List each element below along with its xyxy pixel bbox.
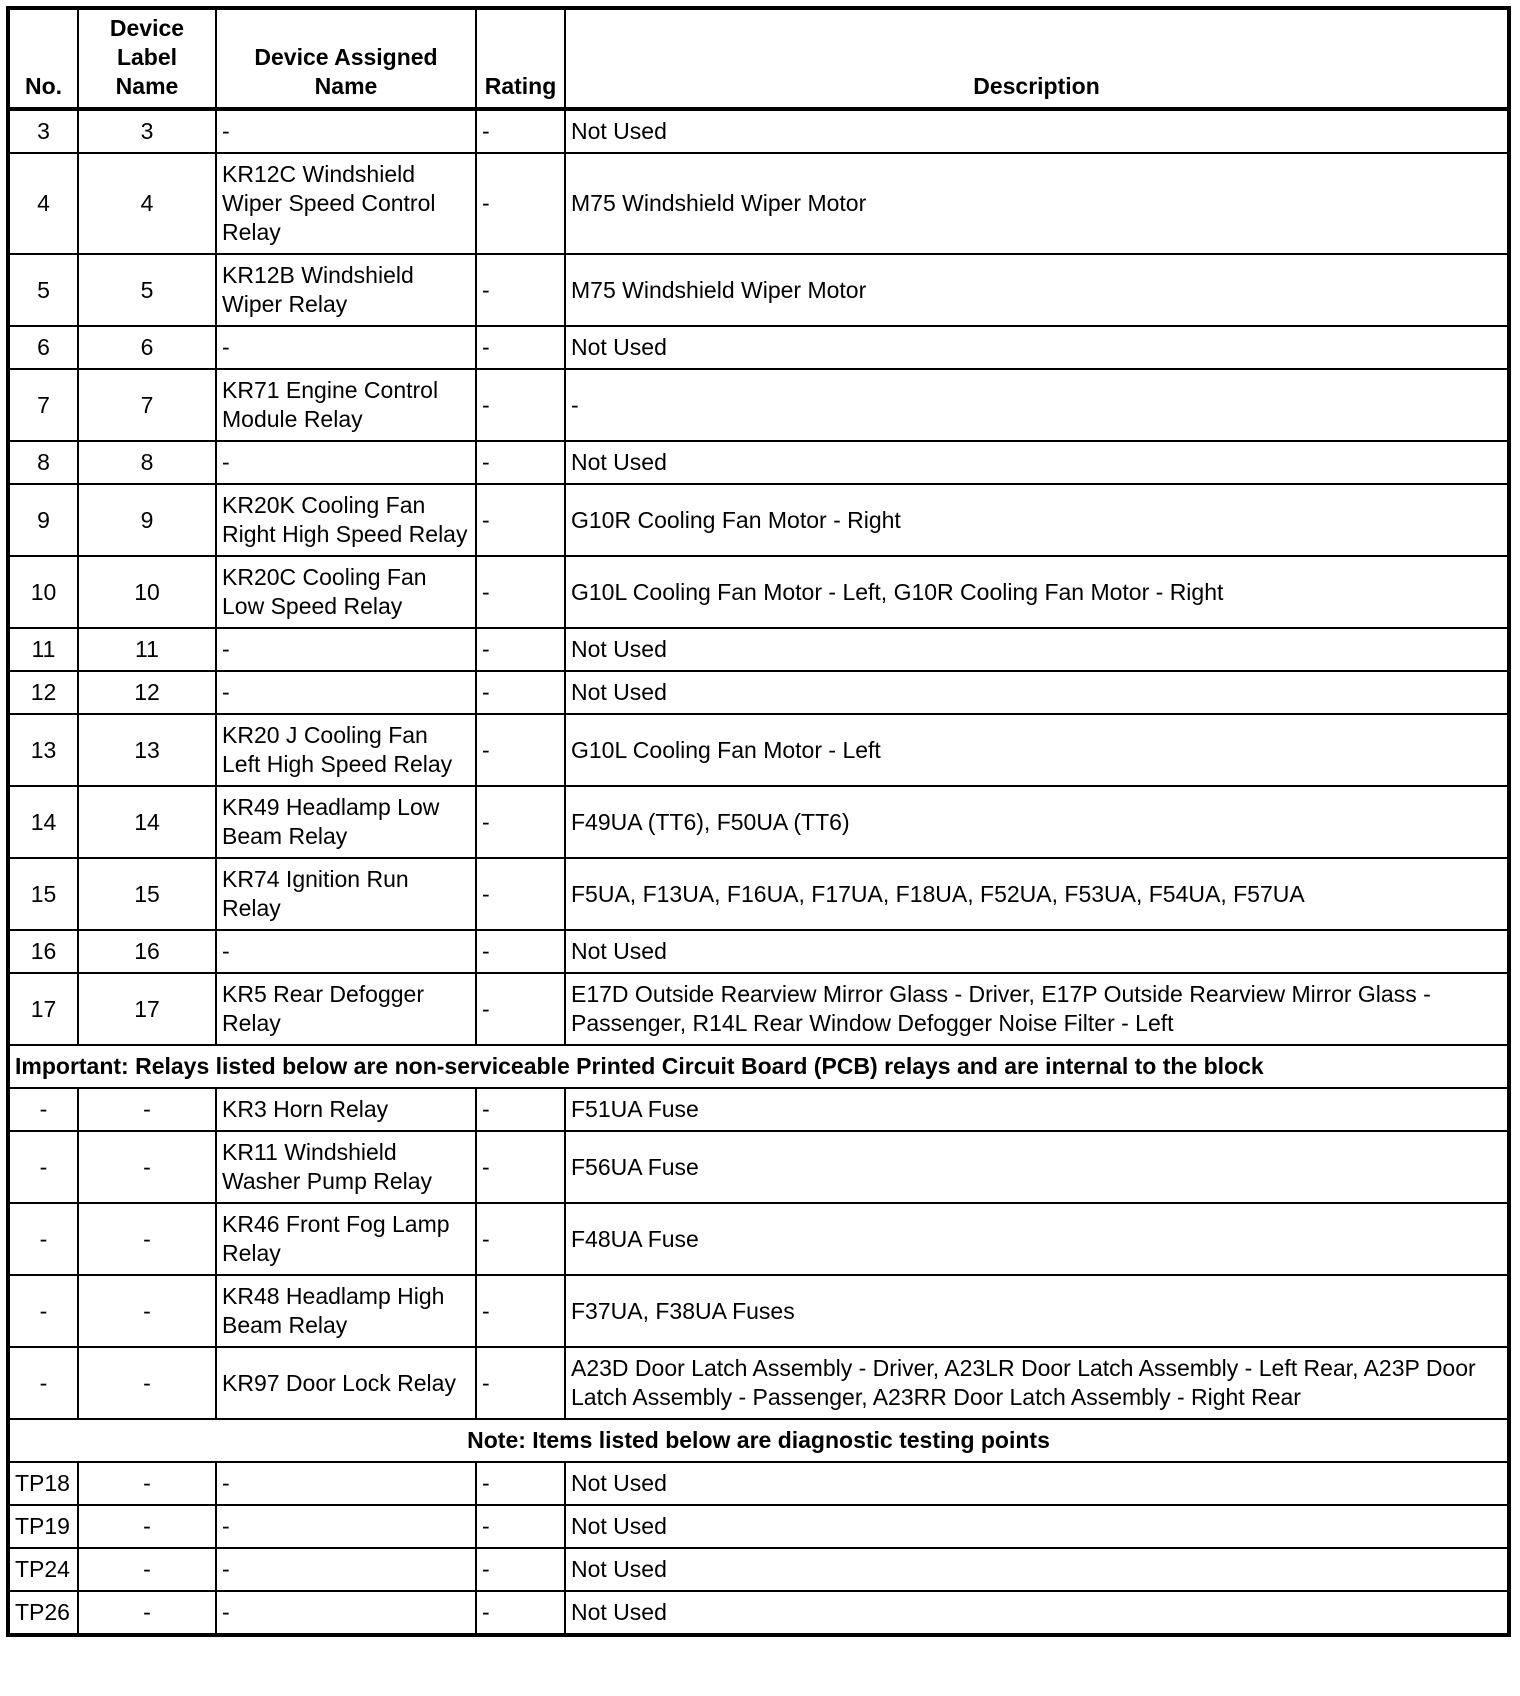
cell-device-label-name: - [78,1203,216,1275]
cell-device-label-name: 3 [78,109,216,153]
cell-description: E17D Outside Rearview Mirror Glass - Driver, E17P Outside Rearview Mirror Glass - Passenger, R14L Rear Window Defogger Noise Filter - Left [565,973,1509,1045]
table-row [8,254,1509,326]
table-row [8,1462,1509,1505]
table-row [8,858,1509,930]
table-row [8,484,1509,556]
table-row [8,1203,1509,1275]
cell-no: 5 [8,254,78,326]
cell-device-assigned-name: KR3 Horn Relay [216,1088,476,1131]
cell-rating: - [476,484,565,556]
cell-no: 4 [8,153,78,254]
cell-rating: - [476,930,565,973]
cell-device-assigned-name: - [216,930,476,973]
cell-no: - [8,1203,78,1275]
cell-device-label-name: - [78,1131,216,1203]
cell-description: Not Used [565,628,1509,671]
header-no: No. [8,8,78,109]
table-header-row [8,8,1509,109]
section-note-row [8,1045,1509,1088]
table-row [8,714,1509,786]
cell-description: F5UA, F13UA, F16UA, F17UA, F18UA, F52UA, F53UA, F54UA, F57UA [565,858,1509,930]
cell-device-label-name: 11 [78,628,216,671]
cell-rating: - [476,109,565,153]
cell-device-assigned-name: - [216,1505,476,1548]
header-device-assigned-name: Device Assigned Name [216,8,476,109]
cell-device-assigned-name: KR20K Cooling Fan Right High Speed Relay [216,484,476,556]
cell-device-assigned-name: - [216,671,476,714]
table-row [8,1131,1509,1203]
cell-description: G10L Cooling Fan Motor - Left [565,714,1509,786]
cell-device-assigned-name: - [216,1591,476,1635]
section-note: Note: Items listed below are diagnostic testing points [8,1419,1509,1462]
cell-description: F48UA Fuse [565,1203,1509,1275]
cell-rating: - [476,326,565,369]
cell-device-assigned-name: KR48 Headlamp High Beam Relay [216,1275,476,1347]
cell-no: 14 [8,786,78,858]
cell-device-label-name: 13 [78,714,216,786]
cell-rating: - [476,1462,565,1505]
table-row [8,326,1509,369]
cell-description: Not Used [565,1505,1509,1548]
cell-description: F49UA (TT6), F50UA (TT6) [565,786,1509,858]
cell-no: 13 [8,714,78,786]
cell-device-assigned-name: KR20C Cooling Fan Low Speed Relay [216,556,476,628]
cell-no: 15 [8,858,78,930]
cell-device-assigned-name: - [216,1462,476,1505]
section-note-row [8,1419,1509,1462]
table-row [8,1505,1509,1548]
cell-device-assigned-name: KR49 Headlamp Low Beam Relay [216,786,476,858]
cell-no: TP19 [8,1505,78,1548]
cell-device-label-name: 8 [78,441,216,484]
cell-device-label-name: - [78,1462,216,1505]
cell-device-label-name: - [78,1591,216,1635]
relay-table [6,6,1511,1637]
cell-device-assigned-name: KR46 Front Fog Lamp Relay [216,1203,476,1275]
cell-device-label-name: 6 [78,326,216,369]
header-rating: Rating [476,8,565,109]
cell-device-assigned-name: KR12C Windshield Wiper Speed Control Relay [216,153,476,254]
cell-rating: - [476,973,565,1045]
cell-rating: - [476,153,565,254]
cell-device-assigned-name: - [216,441,476,484]
cell-no: 12 [8,671,78,714]
cell-no: 10 [8,556,78,628]
cell-no: 6 [8,326,78,369]
table-body [8,109,1509,1635]
cell-rating: - [476,1591,565,1635]
header-description: Description [565,8,1509,109]
section-note: Important: Relays listed below are non-serviceable Printed Circuit Board (PCB) relays and are internal to the block [8,1045,1509,1088]
cell-rating: - [476,786,565,858]
cell-no: 17 [8,973,78,1045]
cell-no: 8 [8,441,78,484]
cell-no: TP24 [8,1548,78,1591]
cell-rating: - [476,858,565,930]
cell-device-label-name: 16 [78,930,216,973]
cell-device-label-name: - [78,1347,216,1419]
cell-rating: - [476,1088,565,1131]
cell-device-assigned-name: KR5 Rear Defogger Relay [216,973,476,1045]
table-row [8,1275,1509,1347]
cell-device-label-name: - [78,1088,216,1131]
cell-rating: - [476,1275,565,1347]
cell-rating: - [476,1131,565,1203]
table-row [8,671,1509,714]
table-row [8,786,1509,858]
table-row [8,153,1509,254]
cell-device-assigned-name: KR20 J Cooling Fan Left High Speed Relay [216,714,476,786]
table-row [8,1347,1509,1419]
cell-no: - [8,1131,78,1203]
cell-description: Not Used [565,109,1509,153]
cell-device-assigned-name: KR12B Windshield Wiper Relay [216,254,476,326]
table-row [8,556,1509,628]
cell-device-label-name: 7 [78,369,216,441]
cell-description: F56UA Fuse [565,1131,1509,1203]
cell-device-assigned-name: - [216,1548,476,1591]
cell-device-label-name: - [78,1505,216,1548]
cell-rating: - [476,441,565,484]
cell-description: A23D Door Latch Assembly - Driver, A23LR Door Latch Assembly - Left Rear, A23P Door Latch Assembly - Passenger, A23RR Door Latch Assembly - Right Rear [565,1347,1509,1419]
cell-rating: - [476,1347,565,1419]
table-row [8,109,1509,153]
cell-description: Not Used [565,671,1509,714]
cell-device-label-name: 5 [78,254,216,326]
cell-device-label-name: 4 [78,153,216,254]
cell-no: - [8,1088,78,1131]
table-row [8,628,1509,671]
cell-device-label-name: 14 [78,786,216,858]
cell-description: Not Used [565,441,1509,484]
table-row [8,441,1509,484]
cell-device-label-name: 9 [78,484,216,556]
cell-no: TP26 [8,1591,78,1635]
cell-device-label-name: - [78,1275,216,1347]
table-row [8,369,1509,441]
cell-description: G10R Cooling Fan Motor - Right [565,484,1509,556]
cell-description: Not Used [565,930,1509,973]
table-row [8,1591,1509,1635]
cell-device-assigned-name: - [216,628,476,671]
cell-device-assigned-name: KR11 Windshield Washer Pump Relay [216,1131,476,1203]
cell-description: M75 Windshield Wiper Motor [565,153,1509,254]
table-row [8,973,1509,1045]
cell-no: 3 [8,109,78,153]
cell-no: 16 [8,930,78,973]
cell-device-label-name: 12 [78,671,216,714]
cell-description: Not Used [565,1548,1509,1591]
cell-device-label-name: 15 [78,858,216,930]
cell-rating: - [476,1203,565,1275]
cell-device-assigned-name: KR97 Door Lock Relay [216,1347,476,1419]
cell-description: Not Used [565,326,1509,369]
cell-description: F37UA, F38UA Fuses [565,1275,1509,1347]
cell-description: Not Used [565,1591,1509,1635]
cell-description: Not Used [565,1462,1509,1505]
cell-device-assigned-name: - [216,326,476,369]
cell-device-label-name: 17 [78,973,216,1045]
cell-rating: - [476,714,565,786]
cell-no: 9 [8,484,78,556]
cell-rating: - [476,556,565,628]
cell-description: - [565,369,1509,441]
cell-device-label-name: - [78,1548,216,1591]
cell-no: 7 [8,369,78,441]
cell-description: G10L Cooling Fan Motor - Left, G10R Cooling Fan Motor - Right [565,556,1509,628]
cell-rating: - [476,1505,565,1548]
cell-device-assigned-name: KR71 Engine Control Module Relay [216,369,476,441]
table-row [8,1088,1509,1131]
header-device-label-name: Device Label Name [78,8,216,109]
cell-no: TP18 [8,1462,78,1505]
cell-description: M75 Windshield Wiper Motor [565,254,1509,326]
cell-rating: - [476,254,565,326]
table-row [8,1548,1509,1591]
cell-no: 11 [8,628,78,671]
cell-device-assigned-name: - [216,109,476,153]
cell-no: - [8,1275,78,1347]
cell-rating: - [476,369,565,441]
cell-description: F51UA Fuse [565,1088,1509,1131]
cell-device-assigned-name: KR74 Ignition Run Relay [216,858,476,930]
table-row [8,930,1509,973]
cell-no: - [8,1347,78,1419]
cell-device-label-name: 10 [78,556,216,628]
cell-rating: - [476,1548,565,1591]
cell-rating: - [476,628,565,671]
cell-rating: - [476,671,565,714]
